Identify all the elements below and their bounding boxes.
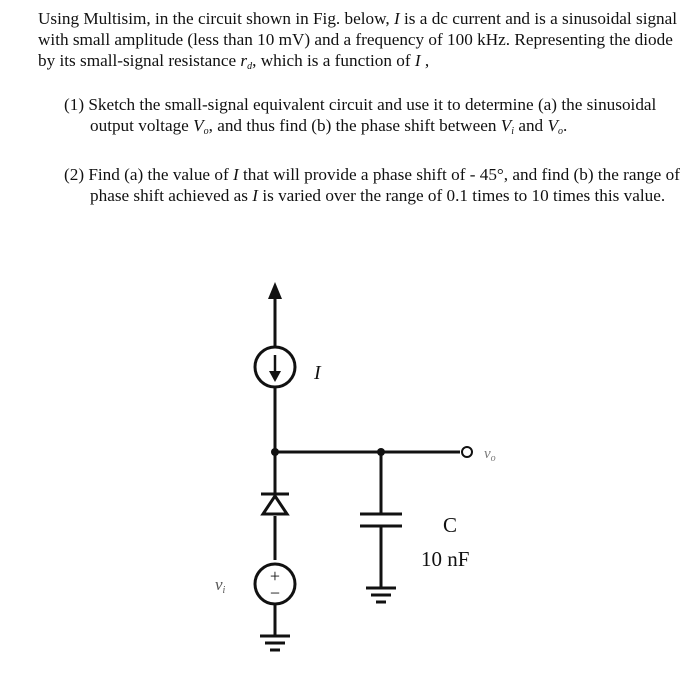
resistance-subscript: d (247, 61, 253, 72)
node-dot-right (377, 448, 385, 456)
output-voltage-symbol: V (193, 116, 204, 135)
resistance-symbol: r (240, 51, 248, 70)
node-dot-left (271, 448, 279, 456)
intro-text-2: is a dc current and is a sinusoidal signal with small amplitude (less than 10 mV) and a frequency of 100 kHz. Representing the diode by its small-signal resistance (38, 9, 678, 70)
capacitor-name: C (443, 513, 458, 537)
source-plus-sign: + (269, 566, 281, 586)
intro-text-4: , (424, 51, 430, 70)
output-label-sub: o (490, 453, 496, 464)
part-1-number: (1) (64, 95, 85, 114)
output-label (484, 446, 496, 464)
output-label-v: v (484, 446, 491, 462)
output-voltage-subscript: o (203, 126, 209, 137)
part-2-text-3: is varied over the range of 0.1 times to 10 times this value. (262, 186, 666, 205)
input-label (215, 575, 226, 596)
part-1-text-4: . (562, 116, 568, 135)
input-voltage-subscript: i (511, 126, 515, 137)
current-symbol-2: I (414, 51, 421, 70)
part-2-text-2: that will provide a phase shift of - 45°, and find (b) the range of phase shift achieved as (90, 165, 680, 205)
output-voltage-symbol-2: V (547, 116, 558, 135)
intro-text-1: Using Multisim, in the circuit shown in Fig. below, (38, 9, 390, 28)
current-direction-icon (269, 371, 281, 382)
part-2-text-1: Find (a) the value of (88, 165, 229, 184)
diode-icon (263, 496, 287, 514)
capacitor-value: 10 nF (421, 547, 470, 571)
source-minus-sign: − (269, 583, 281, 603)
input-voltage-symbol: V (500, 116, 512, 135)
part-2-number: (2) (64, 165, 85, 184)
current-symbol-4: I (252, 186, 259, 205)
part-1-text-1: Sketch the small-signal equivalent circuit and use it to determine (a) the sinusoidal output voltage (88, 95, 657, 135)
ground-icon-right (366, 588, 396, 602)
input-label-v: v (215, 575, 223, 594)
current-symbol: I (394, 9, 400, 28)
supply-arrow-head (268, 282, 282, 299)
part-1-text-2: , and thus find (b) the phase shift between (208, 116, 497, 135)
output-voltage-subscript-2: o (557, 126, 563, 137)
current-label: I (314, 362, 321, 384)
current-symbol-3: I (232, 165, 239, 184)
part-1-text-3: and (518, 116, 544, 135)
intro-text-3: , which is a function of (252, 51, 411, 70)
output-terminal (462, 447, 472, 457)
ground-icon-left (260, 636, 290, 650)
input-label-sub: i (222, 585, 226, 596)
